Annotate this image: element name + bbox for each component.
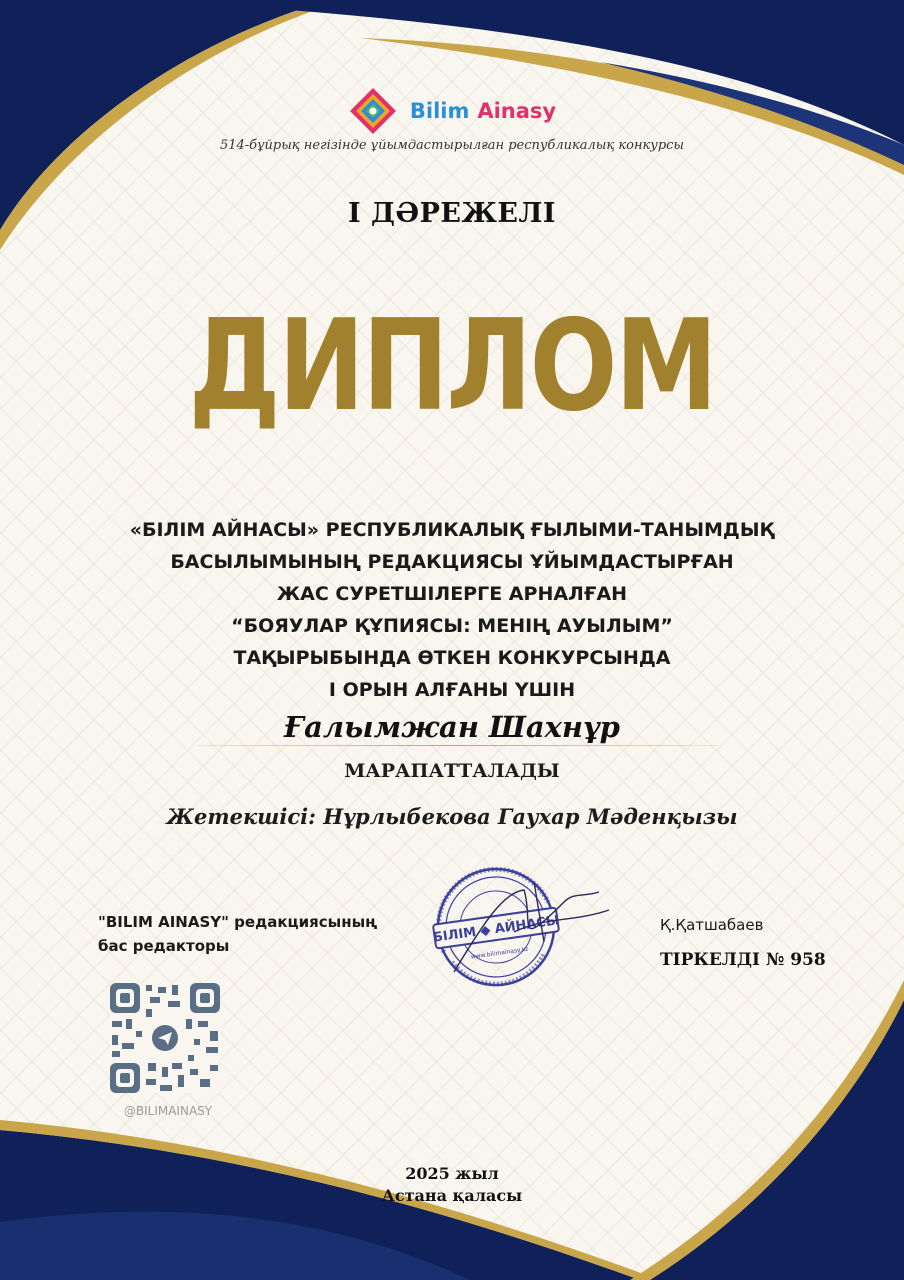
brand-name [410,99,556,123]
contest-tagline: 514-бұйрық негізінде ұйымдастырылған республикалық конкурсы [219,138,685,153]
official-stamp [414,862,614,992]
signer-name: Қ.Қатшабаев [660,916,764,934]
award-description [60,514,844,706]
editor-line-1: "BILIM AINASY" редакциясының [98,913,378,931]
description-line: «БІЛІМ АЙНАСЫ» РЕСПУБЛИКАЛЫҚ ҒЫЛЫМИ-ТАНЫМДЫҚ [129,519,775,541]
degree-label: І ДӘРЕЖЕЛІ [348,198,556,229]
recipient-underline [198,745,718,746]
supervisor-name: Жетекшісі: Нұрлыбекова Гаухар Мәденқызы [166,804,738,829]
qr-code-icon [110,983,220,1093]
bilim-ainasy-logo-icon [348,86,398,136]
issue-city: Астана қаласы [381,1186,523,1205]
editor-title [98,910,377,958]
description-line: БАСЫЛЫМЫНЫҢ РЕДАКЦИЯСЫ ҰЙЫМДАСТЫРҒАН [170,551,734,573]
description-line: ЖАС СУРЕТШІЛЕРГЕ АРНАЛҒАН [276,583,628,605]
brand-part-bilim: Bilim [409,99,470,123]
stamp-text: БІЛІМ ◆ АЙНАСЫ [432,913,561,946]
registration-number: ТІРКЕЛДІ № 958 [660,950,826,970]
brand-logo [0,86,904,136]
description-line: “БОЯУЛАР ҚҰПИЯСЫ: МЕНІҢ АУЫЛЫМ” [231,615,673,637]
stamp-site: www.bilimainasy.kz [470,945,529,961]
recipient-name: Ғалымжан Шахнұр [284,710,620,744]
brand-part-ainasy: Ainasy [477,99,557,123]
social-handle: @BILIMAINASY [123,1104,213,1118]
diploma-title: ДИПЛОМ [188,292,716,439]
editor-line-2: бас редакторы [98,937,230,955]
awarded-label: МАРАПАТТАЛАДЫ [344,760,560,782]
description-line: І ОРЫН АЛҒАНЫ ҮШІН [328,679,576,701]
footer [0,1163,904,1207]
description-line: ТАҚЫРЫБЫНДА ӨТКЕН КОНКУРСЫНДА [233,647,671,669]
issue-year: 2025 жыл [405,1164,499,1183]
